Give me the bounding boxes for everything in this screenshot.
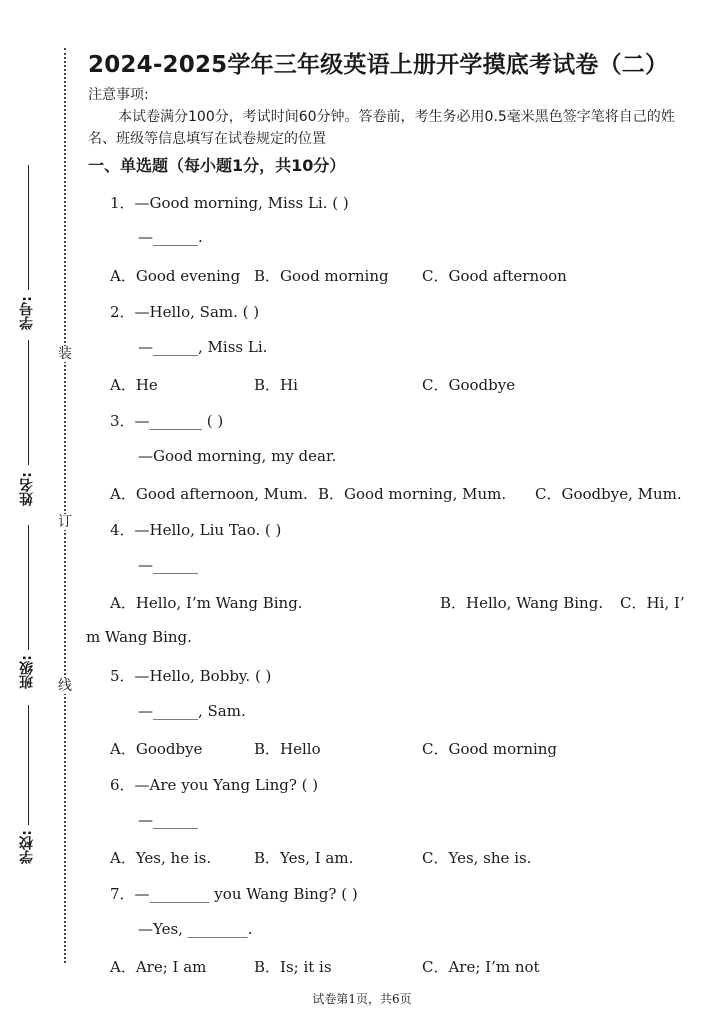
school-label: 学校: [19, 830, 35, 864]
q1-option-b[interactable]: B．Good morning [254, 267, 389, 285]
q3-option-a[interactable]: A．Good afternoon, Mum. [110, 485, 308, 503]
q4-prompt: 4．—Hello, Liu Tao. ( ) [110, 521, 282, 539]
q6-option-c[interactable]: C．Yes, she is. [422, 849, 532, 867]
student-id-line[interactable] [28, 165, 29, 290]
q4-option-c-wrap: m Wang Bing. [86, 628, 192, 646]
binding-margin [0, 0, 80, 1024]
q2-option-b[interactable]: B．Hi [254, 376, 298, 394]
name-label: 姓名: [19, 472, 35, 506]
q7-option-a[interactable]: A．Are; I am [110, 958, 207, 976]
q5-option-a[interactable]: A．Goodbye [110, 740, 203, 758]
q7-reply: —Yes, ________. [138, 920, 253, 938]
notice-heading: 注意事项: [88, 87, 149, 103]
name-line[interactable] [28, 340, 29, 465]
q5-prompt: 5．—Hello, Bobby. ( ) [110, 667, 272, 685]
q6-reply: —______ [138, 811, 198, 829]
q4-reply: —______ [138, 556, 198, 574]
q5-reply: —______, Sam. [138, 702, 246, 720]
q7-prompt: 7．—________ you Wang Bing? ( ) [110, 885, 358, 903]
q3-reply: —Good morning, my dear. [138, 447, 337, 465]
q4-option-a[interactable]: A．Hello, I’m Wang Bing. [110, 594, 303, 612]
q7-option-b[interactable]: B．Is; it is [254, 958, 332, 976]
q5-option-b[interactable]: B．Hello [254, 740, 321, 758]
page-title: 2024-2025学年三年级英语上册开学摸底考试卷（二） [88, 52, 669, 78]
notice-body: 本试卷满分100分，考试时间60分钟。答卷前，考生务必用0.5毫米黑色签字笔将自己的姓名、班级等信息填写在试卷规定的位置 [88, 109, 675, 147]
q6-option-a[interactable]: A．Yes, he is. [110, 849, 212, 867]
q2-option-a[interactable]: A．He [110, 376, 158, 394]
binding-dotted-line [64, 48, 66, 963]
q4-option-c[interactable]: C．Hi, I’ [620, 594, 685, 612]
binding-char-xian: 线 [58, 678, 72, 694]
q1-option-a[interactable]: A．Good evening [110, 267, 241, 285]
class-line[interactable] [28, 525, 29, 650]
q2-prompt: 2．—Hello, Sam. ( ) [110, 303, 260, 321]
q6-prompt: 6．—Are you Yang Ling? ( ) [110, 776, 319, 794]
section-heading: 一、单选题（每小题1分，共10分） [88, 156, 346, 175]
q3-option-c[interactable]: C．Goodbye, Mum. [535, 485, 682, 503]
q1-reply: —______. [138, 228, 203, 246]
q4-option-b[interactable]: B．Hello, Wang Bing. [440, 594, 604, 612]
q1-prompt: 1．—Good morning, Miss Li. ( ) [110, 194, 349, 212]
class-label: 班级: [19, 655, 35, 689]
page-footer: 试卷第1页，共6页 [312, 992, 412, 1006]
school-line[interactable] [28, 705, 29, 825]
q7-option-c[interactable]: C．Are; I’m not [422, 958, 540, 976]
q2-reply: —______, Miss Li. [138, 338, 268, 356]
q3-option-b[interactable]: B．Good morning, Mum. [318, 485, 507, 503]
q3-prompt: 3．—_______ ( ) [110, 412, 224, 430]
q1-option-c[interactable]: C．Good afternoon [422, 267, 567, 285]
q2-option-c[interactable]: C．Goodbye [422, 376, 516, 394]
student-id-label: 学号: [19, 296, 35, 330]
binding-char-ding: 订 [58, 514, 72, 530]
binding-char-zhuang: 装 [58, 346, 72, 362]
q5-option-c[interactable]: C．Good morning [422, 740, 558, 758]
q6-option-b[interactable]: B．Yes, I am. [254, 849, 354, 867]
